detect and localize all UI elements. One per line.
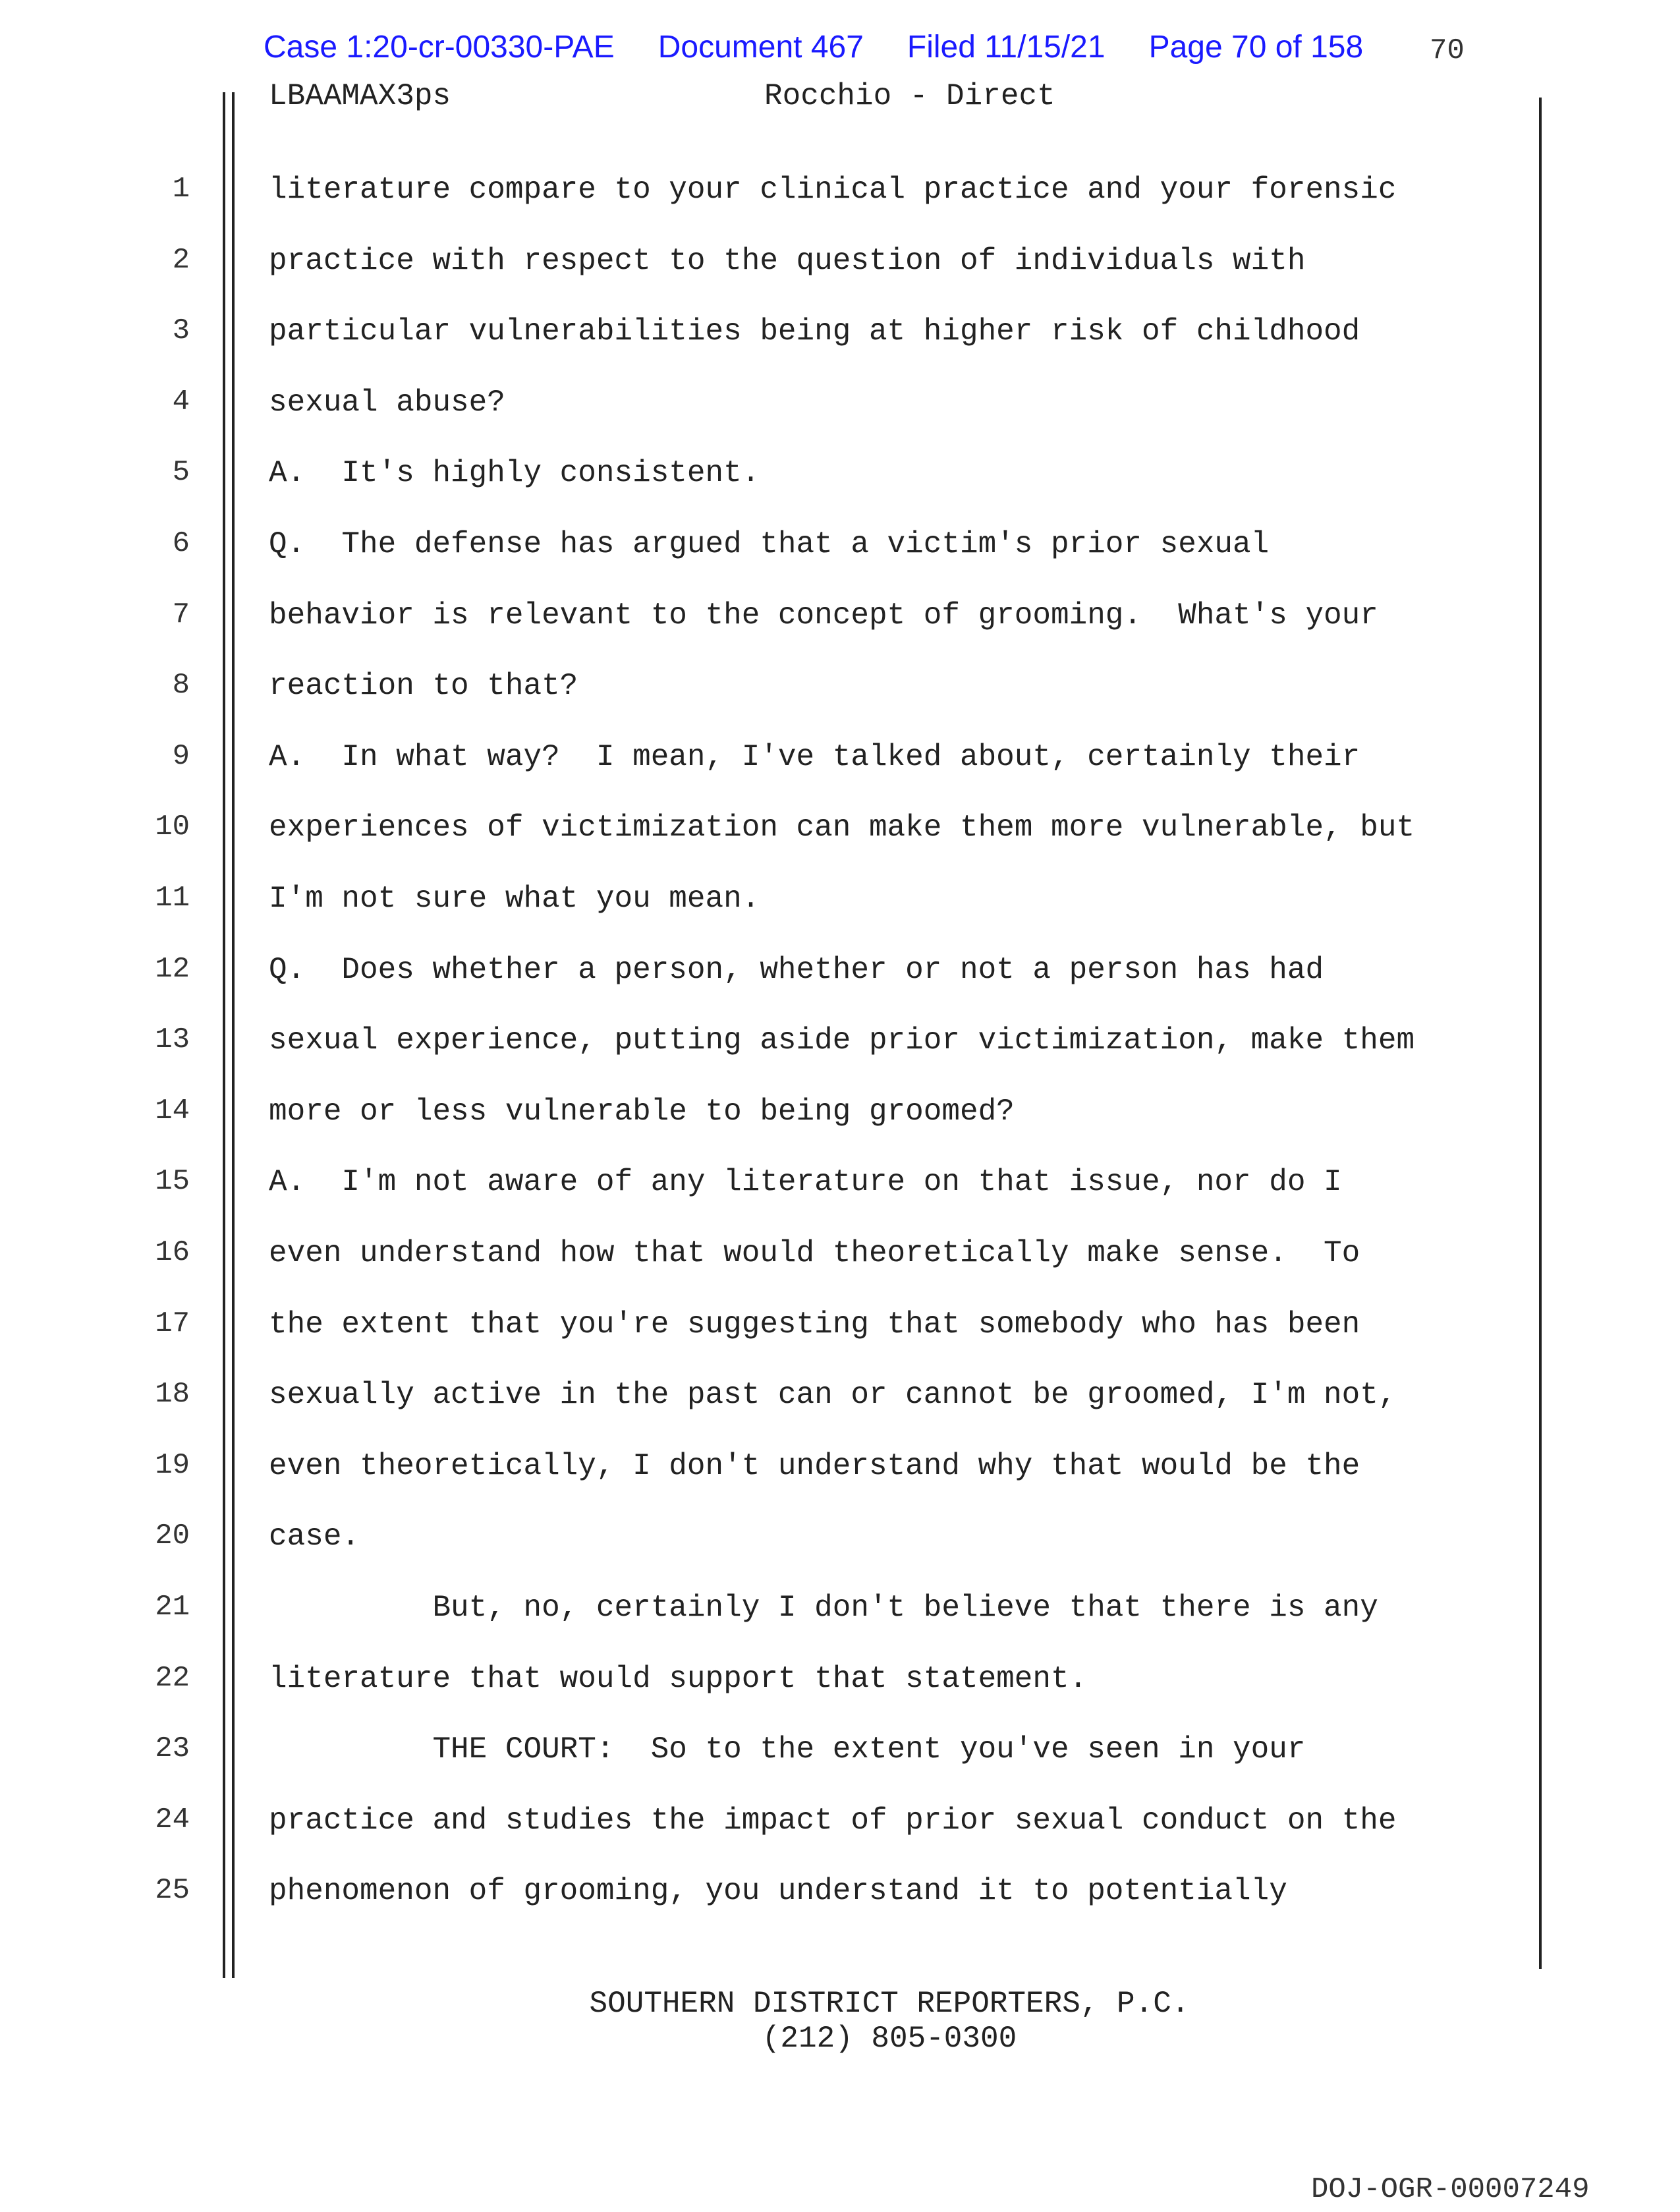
transcript-line: literature compare to your clinical practice and your forensic xyxy=(269,173,1397,207)
transcript-line: practice with respect to the question of individuals with xyxy=(269,244,1306,278)
line-number: 2 xyxy=(172,244,190,277)
transcript-line: even understand how that would theoretically make sense. To xyxy=(269,1236,1360,1270)
line-number: 6 xyxy=(172,527,190,560)
ecf-case-number: Case 1:20-cr-00330-PAE xyxy=(264,30,615,65)
transcript-line: even theoretically, I don't understand why that would be the xyxy=(269,1449,1360,1483)
left-margin-rule-inner xyxy=(232,92,235,1978)
line-number: 22 xyxy=(155,1662,190,1695)
transcript-line: THE COURT: So to the extent you've seen in your xyxy=(269,1732,1306,1767)
transcript-line: more or less vulnerable to being groomed? xyxy=(269,1094,1015,1129)
transcript-line: behavior is relevant to the concept of grooming. What's your xyxy=(269,598,1378,633)
transcript-line: case. xyxy=(269,1519,360,1554)
transcript-line: A. I'm not aware of any literature on that issue, nor do I xyxy=(269,1165,1342,1199)
transcript-line: the extent that you're suggesting that somebody who has been xyxy=(269,1307,1360,1342)
line-number: 15 xyxy=(155,1165,190,1198)
transcript-line: A. It's highly consistent. xyxy=(269,456,760,490)
line-number: 23 xyxy=(155,1732,190,1765)
transcript-line: Q. The defense has argued that a victim's prior sexual xyxy=(269,527,1270,561)
transcript-line: sexual abuse? xyxy=(269,385,505,420)
ecf-page-count: Page 70 of 158 xyxy=(1148,30,1364,65)
bates-number: DOJ-OGR-00007249 xyxy=(1311,2173,1590,2206)
witness-heading: Rocchio - Direct xyxy=(764,79,1055,113)
transcript-line: particular vulnerabilities being at higher risk of childhood xyxy=(269,314,1360,349)
line-number: 19 xyxy=(155,1449,190,1482)
line-number: 5 xyxy=(172,456,190,489)
ecf-document-number: Document 467 xyxy=(658,30,864,65)
transcript-line: reaction to that? xyxy=(269,669,578,703)
line-number: 12 xyxy=(155,953,190,986)
line-number: 14 xyxy=(155,1094,190,1127)
line-number: 9 xyxy=(172,740,190,773)
transcript-line: literature that would support that statement. xyxy=(269,1662,1088,1696)
transcript-line: sexually active in the past can or cannot be groomed, I'm not, xyxy=(269,1378,1397,1412)
right-margin-rule xyxy=(1539,98,1542,1969)
left-margin-rule-outer xyxy=(223,92,225,1978)
transcript-page-number: 70 xyxy=(1430,34,1465,67)
reporter-name: SOUTHERN DISTRICT REPORTERS, P.C. xyxy=(589,1987,1190,2021)
transcript-line: I'm not sure what you mean. xyxy=(269,882,760,916)
line-number: 7 xyxy=(172,598,190,631)
line-number: 10 xyxy=(155,810,190,843)
line-number: 21 xyxy=(155,1591,190,1624)
ecf-header xyxy=(264,29,1380,65)
line-number: 3 xyxy=(172,314,190,347)
line-number: 18 xyxy=(155,1378,190,1411)
line-number: 25 xyxy=(155,1874,190,1907)
line-number: 11 xyxy=(155,882,190,915)
ecf-filed-date: Filed 11/15/21 xyxy=(907,30,1106,65)
transcript-line: sexual experience, putting aside prior victimization, make them xyxy=(269,1023,1415,1058)
line-number: 8 xyxy=(172,669,190,702)
transcript-line: practice and studies the impact of prior sexual conduct on the xyxy=(269,1803,1397,1838)
line-number: 13 xyxy=(155,1023,190,1056)
line-number: 20 xyxy=(155,1519,190,1552)
line-number: 16 xyxy=(155,1236,190,1269)
line-number: 17 xyxy=(155,1307,190,1340)
transcript-line: phenomenon of grooming, you understand it to potentially xyxy=(269,1874,1287,1908)
reporter-phone: (212) 805-0300 xyxy=(762,2022,1017,2056)
line-number: 24 xyxy=(155,1803,190,1836)
transcript-line: But, no, certainly I don't believe that there is any xyxy=(269,1591,1378,1625)
transcript-code: LBAAMAX3ps xyxy=(269,79,451,113)
transcript-line: Q. Does whether a person, whether or not a person has had xyxy=(269,953,1324,987)
transcript-line: experiences of victimization can make them more vulnerable, but xyxy=(269,810,1415,845)
transcript-line: A. In what way? I mean, I've talked about, certainly their xyxy=(269,740,1360,774)
line-number: 4 xyxy=(172,385,190,418)
line-number: 1 xyxy=(172,173,190,206)
